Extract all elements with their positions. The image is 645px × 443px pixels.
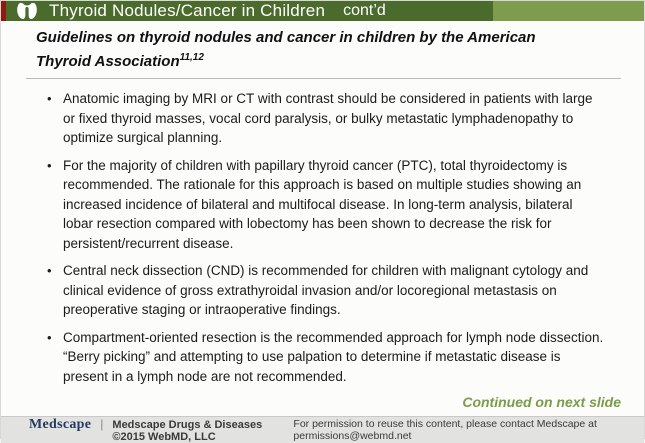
continued-note: Continued on next slide: [462, 394, 621, 410]
medscape-logo: Medscape: [29, 417, 92, 432]
bullet-item: • Central neck dissection (CND) is recommended for children with malignant cytology and clinical evidence of gross extrathyroidal invasion and/or locoregional metastasis on preoperative staging or intraoperative findings.: [63, 261, 606, 320]
header-bar: [1, 1, 644, 21]
slide-content: [1, 21, 644, 416]
bullet-item: • Anatomic imaging by MRI or CT with contrast should be considered in patients with large or fixed thyroid masses, vocal cord paralysis, or bulky metastatic lymphadenopathy to optimize surgical planning.: [63, 89, 606, 148]
footer-left: [29, 417, 293, 443]
heading-divider: [26, 78, 621, 79]
thyroid-gland-icon: [15, 1, 39, 21]
header-right-band: [493, 1, 644, 21]
reference-superscript: 11,12: [179, 52, 204, 63]
slide-title: Thyroid Nodules/Cancer in Children: [49, 1, 326, 20]
footer-separator: |: [100, 417, 104, 431]
footer-permission-text: For permission to reuse this content, please contact Medscape at permissions@webmd.net: [293, 418, 597, 442]
footer-source: Medscape Drugs & Diseases ©2015 WebMD, LLC: [112, 419, 263, 443]
header-main: [6, 1, 493, 21]
section-heading: [26, 28, 621, 72]
section-heading-text: Guidelines on thyroid nodules and cancer in children by the American Thyroid Association: [36, 29, 536, 70]
bullet-item: • For the majority of children with papillary thyroid cancer (PTC), total thyroidectomy is recommended. The rationale for this approach is based on multiple studies showing an increased incidence of bilateral and multifocal disease. In long-term analysis, bilateral lobar resection compared with lobectomy has been shown to decrease the risk for persistent/recurrent disease.: [63, 156, 606, 254]
bullet-item: • Compartment-oriented resection is the recommended approach for lymph node dissection. “Berry picking” and attempting to use palpation to determine if metastatic disease is present in a lymph node are not recommended.: [63, 328, 606, 387]
bullet-list: [26, 89, 621, 394]
slide-title-contd: cont’d: [343, 2, 386, 19]
